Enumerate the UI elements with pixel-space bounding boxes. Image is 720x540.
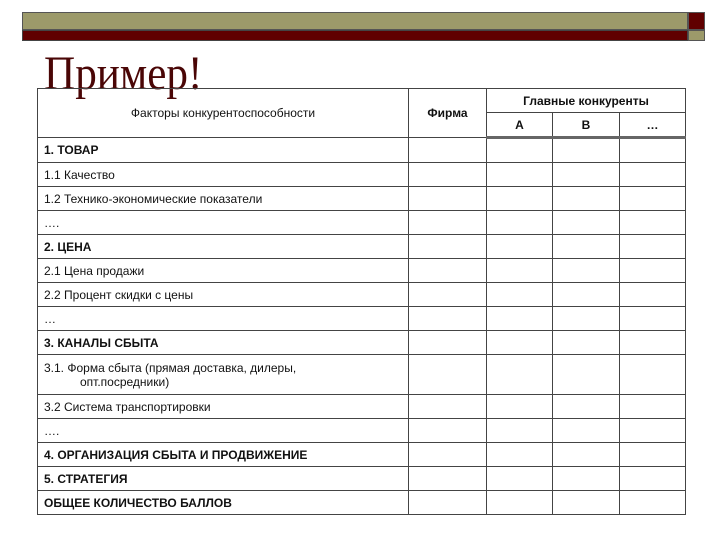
score-cell-more[interactable] (620, 395, 686, 419)
table-row (38, 138, 686, 163)
score-cell-b[interactable] (553, 211, 620, 235)
score-cell-firm[interactable] (409, 211, 487, 235)
score-cell-more[interactable] (620, 187, 686, 211)
row-label (38, 259, 409, 283)
row-label-text: 4. ОРГАНИЗАЦИЯ СБЫТА И ПРОДВИЖЕНИЕ (44, 447, 308, 462)
row-label-text: 3.1. Форма сбыта (прямая доставка, дилеры, (44, 360, 297, 375)
table-row (38, 259, 686, 283)
score-cell-a[interactable] (487, 355, 553, 395)
row-label-text: …. (44, 215, 60, 230)
header-competitor-a: А (487, 113, 553, 138)
corner-square-olive (688, 30, 705, 41)
score-cell-more[interactable] (620, 283, 686, 307)
row-label-continued: опт.посредники) (80, 374, 170, 389)
score-cell-a[interactable] (487, 211, 553, 235)
score-cell-a[interactable] (487, 163, 553, 187)
score-cell-a[interactable] (487, 187, 553, 211)
row-label (38, 395, 409, 419)
row-label (38, 467, 409, 491)
score-cell-b[interactable] (553, 395, 620, 419)
table-row (38, 419, 686, 443)
score-cell-firm[interactable] (409, 259, 487, 283)
score-cell-firm[interactable] (409, 419, 487, 443)
header-firm: Фирма (409, 89, 487, 138)
table-row (38, 395, 686, 419)
table-row (38, 211, 686, 235)
score-cell-a[interactable] (487, 443, 553, 467)
row-label (38, 235, 409, 259)
table-row (38, 331, 686, 355)
score-cell-firm[interactable] (409, 283, 487, 307)
score-cell-firm[interactable] (409, 491, 487, 515)
score-cell-more[interactable] (620, 419, 686, 443)
row-label (38, 443, 409, 467)
score-cell-firm[interactable] (409, 138, 487, 163)
score-cell-firm[interactable] (409, 163, 487, 187)
score-cell-b[interactable] (553, 138, 620, 163)
score-cell-a[interactable] (487, 395, 553, 419)
row-label-text: 2. ЦЕНА (44, 239, 92, 254)
score-cell-a[interactable] (487, 307, 553, 331)
row-label-text: 5. СТРАТЕГИЯ (44, 471, 128, 486)
slide-title: Пример! (44, 47, 203, 100)
score-cell-b[interactable] (553, 355, 620, 395)
corner-square-red (688, 12, 705, 30)
score-cell-more[interactable] (620, 443, 686, 467)
table-row (38, 467, 686, 491)
score-cell-more[interactable] (620, 211, 686, 235)
score-cell-b[interactable] (553, 307, 620, 331)
row-label (38, 138, 409, 163)
score-cell-b[interactable] (553, 331, 620, 355)
row-label (38, 419, 409, 443)
score-cell-more[interactable] (620, 467, 686, 491)
score-cell-firm[interactable] (409, 187, 487, 211)
score-cell-more[interactable] (620, 259, 686, 283)
row-label (38, 331, 409, 355)
row-label (38, 355, 409, 395)
score-cell-a[interactable] (487, 235, 553, 259)
score-cell-a[interactable] (487, 467, 553, 491)
score-cell-b[interactable] (553, 443, 620, 467)
score-cell-b[interactable] (553, 163, 620, 187)
score-cell-more[interactable] (620, 331, 686, 355)
score-cell-more[interactable] (620, 307, 686, 331)
score-cell-b[interactable] (553, 419, 620, 443)
row-label (38, 283, 409, 307)
table-row (38, 443, 686, 467)
table-row (38, 163, 686, 187)
table-row (38, 235, 686, 259)
score-cell-firm[interactable] (409, 355, 487, 395)
header-red-bar (22, 30, 688, 41)
row-label-text: 1.2 Технико-экономические показатели (44, 191, 263, 206)
score-cell-b[interactable] (553, 467, 620, 491)
competitiveness-table (37, 88, 686, 515)
table-row (38, 355, 686, 395)
row-label (38, 211, 409, 235)
score-cell-firm[interactable] (409, 235, 487, 259)
row-label-text: 1. ТОВАР (44, 143, 99, 157)
score-cell-a[interactable] (487, 419, 553, 443)
row-label (38, 307, 409, 331)
row-label-text: 1.1 Качество (44, 167, 115, 182)
row-label (38, 163, 409, 187)
score-cell-more[interactable] (620, 235, 686, 259)
table-row (38, 187, 686, 211)
score-cell-b[interactable] (553, 259, 620, 283)
table-row (38, 491, 686, 515)
header-olive-bar (22, 12, 688, 30)
score-cell-firm[interactable] (409, 331, 487, 355)
score-cell-a[interactable] (487, 138, 553, 163)
score-cell-more[interactable] (620, 138, 686, 163)
row-label-text: 2.2 Процент скидки с цены (44, 287, 194, 302)
row-label-text: 3. КАНАЛЫ СБЫТА (44, 335, 159, 350)
score-cell-a[interactable] (487, 331, 553, 355)
score-cell-a[interactable] (487, 491, 553, 515)
score-cell-a[interactable] (487, 283, 553, 307)
row-label (38, 491, 409, 515)
header-competitor-b: В (553, 113, 620, 138)
row-label-text: …. (44, 423, 60, 438)
row-label-text: … (44, 311, 56, 326)
table-row (38, 283, 686, 307)
row-label-text: 3.2 Система транспортировки (44, 399, 211, 414)
header-competitors: Главные конкуренты (487, 89, 686, 113)
score-cell-b[interactable] (553, 283, 620, 307)
score-cell-b[interactable] (553, 235, 620, 259)
score-cell-more[interactable] (620, 163, 686, 187)
row-label-text: 2.1 Цена продажи (44, 263, 145, 278)
row-label-text: ОБЩЕЕ КОЛИЧЕСТВО БАЛЛОВ (44, 495, 232, 510)
header-factors: Факторы конкурентоспособности (38, 89, 409, 138)
score-cell-firm[interactable] (409, 307, 487, 331)
score-cell-b[interactable] (553, 491, 620, 515)
score-cell-firm[interactable] (409, 443, 487, 467)
header-competitor-more: … (620, 113, 686, 138)
row-label (38, 187, 409, 211)
table-row (38, 307, 686, 331)
score-cell-b[interactable] (553, 187, 620, 211)
score-cell-more[interactable] (620, 355, 686, 395)
score-cell-more[interactable] (620, 491, 686, 515)
score-cell-firm[interactable] (409, 467, 487, 491)
score-cell-firm[interactable] (409, 395, 487, 419)
score-cell-a[interactable] (487, 259, 553, 283)
